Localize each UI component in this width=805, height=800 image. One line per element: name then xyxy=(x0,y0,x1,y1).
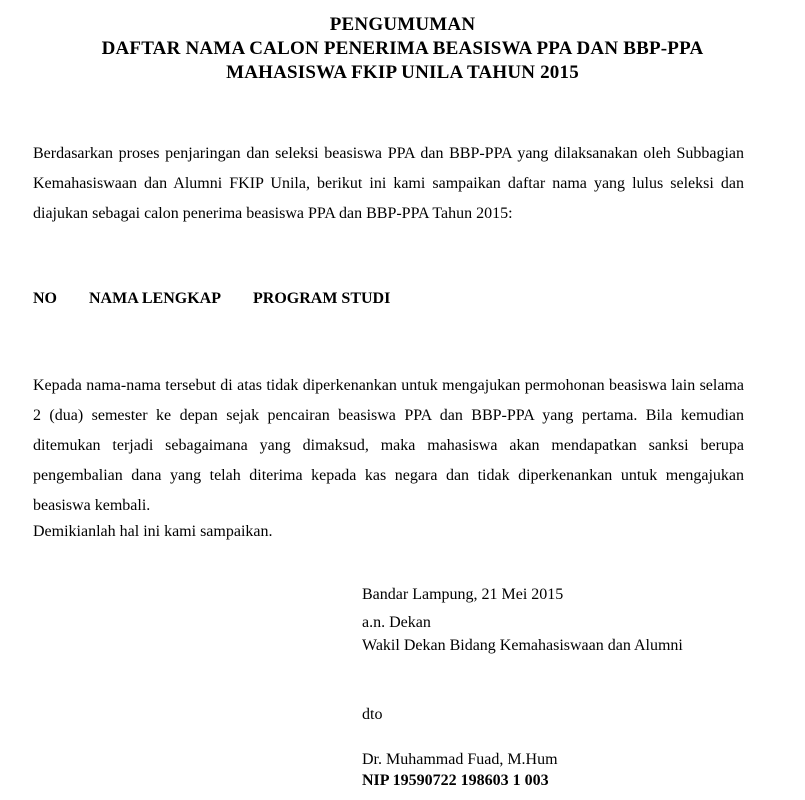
intro-paragraph: Berdasarkan proses penjaringan dan seleksi beasiswa PPA dan BBP-PPA yang dilaksanakan oleh Subbagian Kemahasiswaan dan Alumni FKIP Unila, berikut ini kami sampaikan daftar nama yang lulus seleksi dan diajukan sebagai calon penerima beasiswa PPA dan BBP-PPA Tahun 2015: xyxy=(33,145,744,222)
signature-position: Wakil Dekan Bidang Kemahasiswaan dan Alumni xyxy=(362,637,683,654)
signature-place-date: Bandar Lampung, 21 Mei 2015 xyxy=(362,586,564,603)
signatory-name: Dr. Muhammad Fuad, M.Hum xyxy=(362,751,558,768)
document-subtitle-line-2: MAHASISWA FKIP UNILA TAHUN 2015 xyxy=(226,62,579,83)
document-title: PENGUMUMAN xyxy=(329,14,476,35)
column-header-program: PROGRAM STUDI xyxy=(253,290,391,307)
signature-dto: dto xyxy=(362,706,383,723)
signature-on-behalf: a.n. Dekan xyxy=(362,614,431,631)
column-header-name: NAMA LENGKAP xyxy=(89,290,221,307)
closing-statement: Demikianlah hal ini kami sampaikan. xyxy=(33,523,273,540)
signatory-nip: NIP 19590722 198603 1 003 xyxy=(362,772,549,789)
column-header-no: NO xyxy=(33,290,57,307)
notice-paragraph: Kepada nama-nama tersebut di atas tidak diperkenankan untuk mengajukan permohonan beasiswa lain selama 2 (dua) semester ke depan sejak pencairan beasiswa PPA dan BBP-PPA yang pertama. Bila kemudian ditemukan terjadi sebagaimana yang dimaksud, maka mahasiswa akan mendapatkan sanksi berupa pengembalian dana yang telah diterima kepada kas negara dan tidak diperkenankan untuk mengajukan beasiswa kembali. xyxy=(33,377,744,514)
document-subtitle-line-1: DAFTAR NAMA CALON PENERIMA BEASISWA PPA DAN BBP-PPA xyxy=(101,38,704,59)
